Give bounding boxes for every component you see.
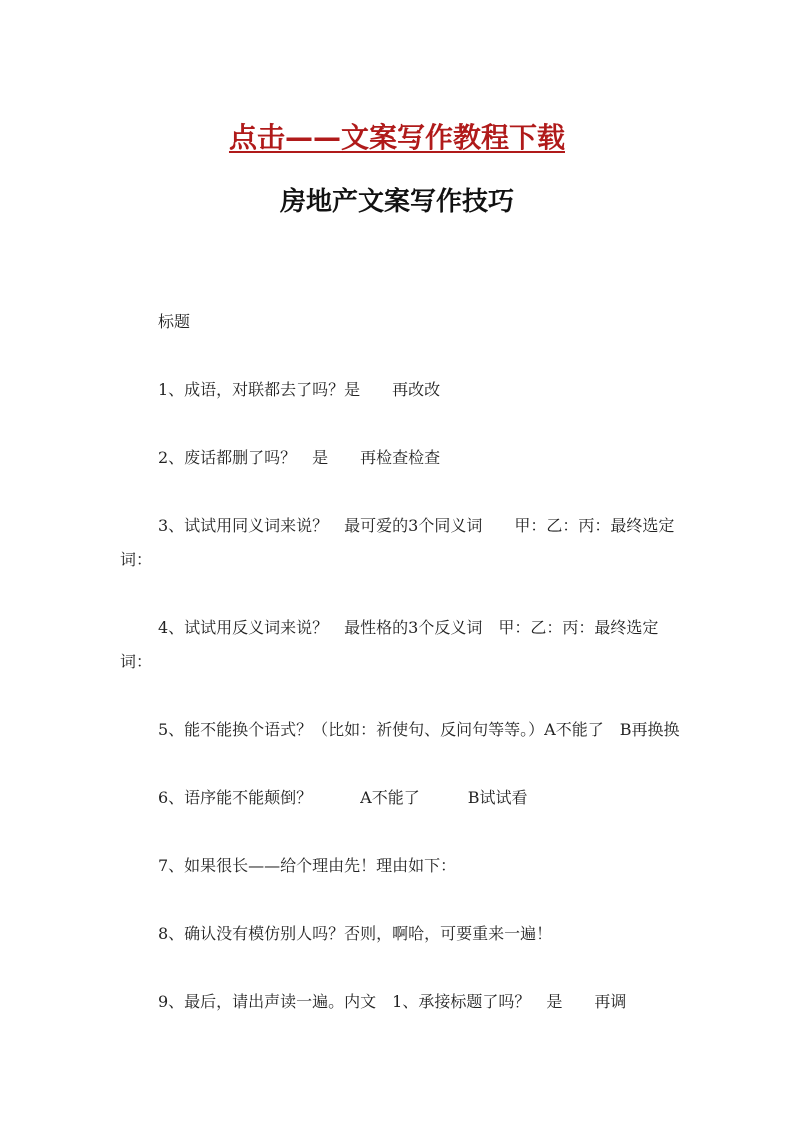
paragraph-item-1: 1、成语，对联都去了吗？是 再改改 [158,380,441,399]
download-link-title[interactable]: 点击——文案写作教程下载 [228,121,565,154]
paragraph-item-7: 7、如果很长——给个理由先！理由如下： [158,856,457,875]
paragraph-item-9: 9、最后，请出声读一遍。内文 1、承接标题了吗？ 是 再调 [158,992,627,1011]
document-body [120,305,680,1019]
paragraph-heading-label: 标题 [158,312,191,331]
paragraph-item-3: 3、试试用同义词来说？ 最可爱的3个同义词 甲：乙：丙：最终选定词： [120,516,675,569]
document-title: 房地产文案写作技巧 [279,187,514,217]
paragraph-item-4: 4、试试用反义词来说？ 最性格的3个反义词 甲：乙：丙：最终选定词： [120,618,659,671]
paragraph-item-8: 8、确认没有模仿别人吗？否则，啊哈，可要重来一遍！ [158,924,553,943]
paragraph-item-2: 2、废话都删了吗？ 是 再检查检查 [158,448,441,467]
paragraph-item-5: 5、能不能换个语式？（比如：祈使句、反问句等等。）A不能了 B再换换 [158,720,680,739]
paragraph-item-6: 6、语序能不能颠倒？ A不能了 B试试看 [158,788,528,807]
